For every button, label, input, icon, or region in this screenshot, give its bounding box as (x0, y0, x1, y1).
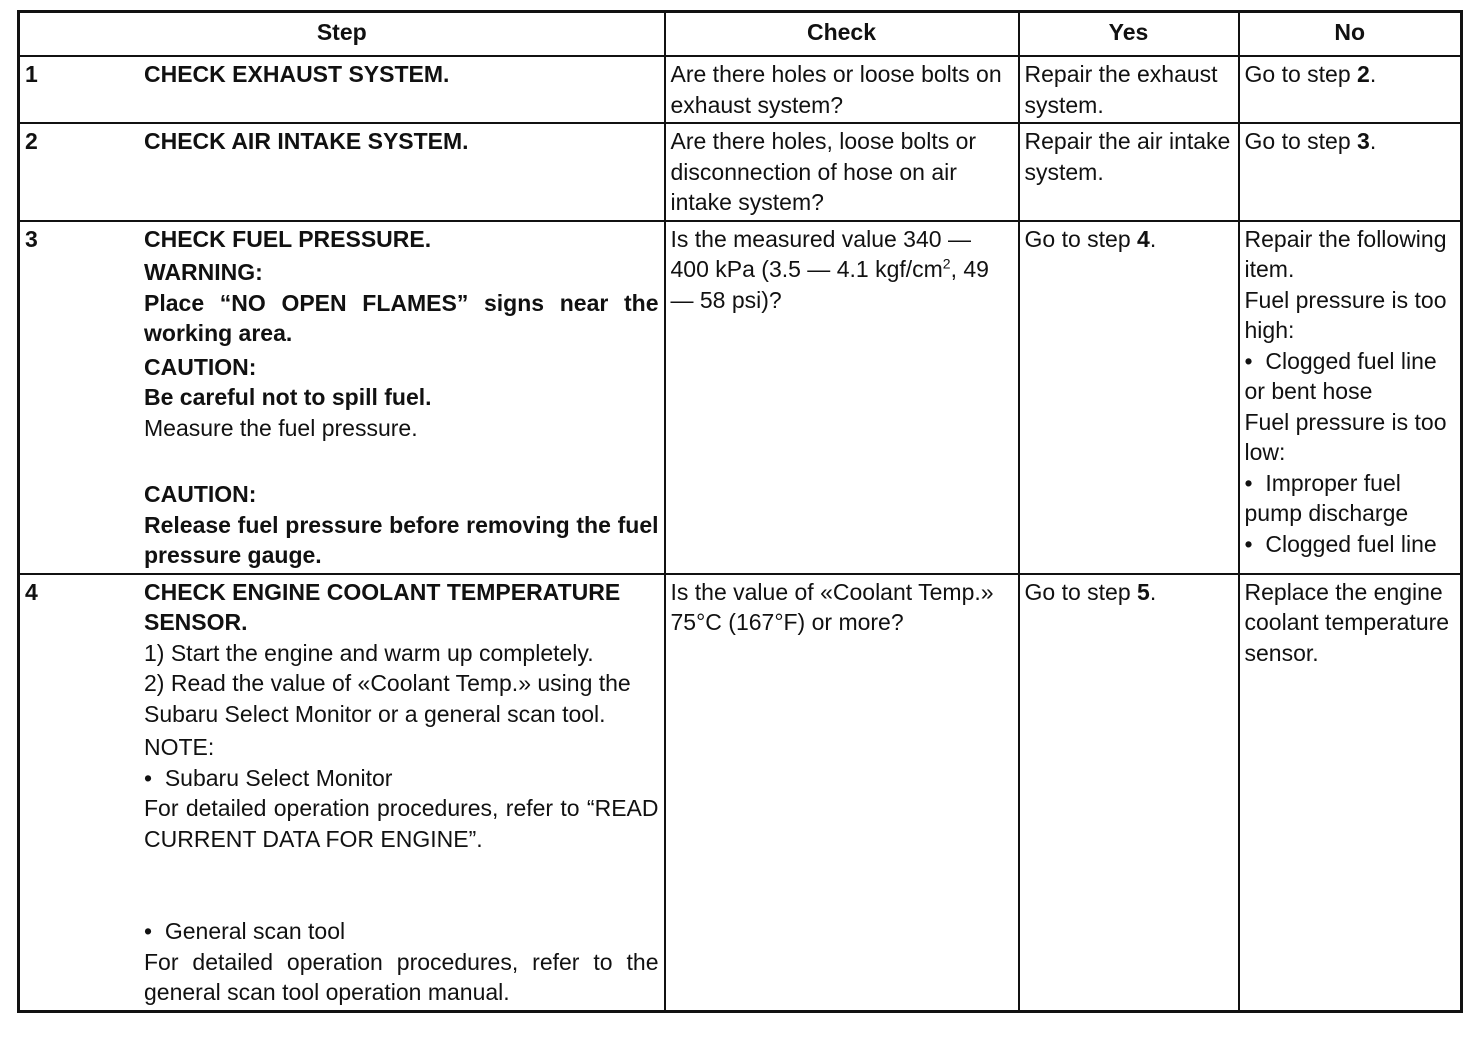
step-title: CHECK ENGINE COOLANT TEMPERATURE SENSOR. (144, 578, 621, 635)
step-title: CHECK AIR INTAKE SYSTEM. (144, 128, 469, 154)
check-cell: Are there holes or loose bolts on exhaust system? (665, 56, 1019, 123)
bullet-item: • General scan tool (144, 916, 659, 947)
bullet-item: • Clogged fuel line or bent hose (1245, 346, 1456, 407)
check-cell: Is the value of «Coolant Temp.» 75°C (167°F) or more? (665, 574, 1019, 1012)
yes-cell (1019, 574, 1239, 1012)
caution-text: Be careful not to spill fuel. (144, 384, 432, 410)
note-text: For detailed operation procedures, refer to the general scan tool operation manual. (144, 948, 659, 1005)
table-row (19, 123, 1462, 221)
goto-step: 5 (1137, 578, 1150, 605)
no-intro: Repair the following item. (1244, 225, 1447, 282)
instruction-text: Measure the fuel pressure. (144, 414, 418, 441)
superscript: 2 (942, 255, 951, 272)
no-high-label: Fuel pressure is too high: (1244, 286, 1447, 343)
warning-text: Place “NO OPEN FLAMES” signs near the working area. (144, 289, 659, 346)
yes-cell: Repair the exhaust system. (1019, 56, 1239, 123)
goto-step: 3 (1357, 128, 1370, 154)
note-text: For detailed operation procedures, refer to “READ CURRENT DATA FOR ENGINE”. (144, 795, 659, 852)
bullet-item: • Clogged fuel line (1245, 529, 1456, 560)
goto-suffix: . (1369, 128, 1377, 154)
caution-label: CAUTION: (144, 481, 257, 507)
step-number: 3 (25, 225, 38, 252)
goto-suffix: . (1149, 578, 1157, 605)
note-label: NOTE: (144, 734, 215, 760)
step-cell (19, 574, 665, 1012)
goto-text: Go to step (1244, 128, 1358, 154)
table-row (19, 221, 1462, 574)
header-no: No (1239, 12, 1462, 57)
header-check: Check (665, 12, 1019, 57)
goto-step: 4 (1137, 225, 1150, 252)
no-low-label: Fuel pressure is too low: (1244, 408, 1447, 465)
no-cell (1239, 56, 1462, 123)
table-row (19, 574, 1462, 1012)
header-step: Step (19, 12, 665, 57)
no-cell (1239, 123, 1462, 221)
goto-suffix: . (1149, 225, 1157, 252)
step-cell (19, 56, 665, 123)
step-number: 1 (25, 61, 38, 87)
step-cell (19, 221, 665, 574)
step-number: 2 (25, 128, 38, 154)
no-cell (1239, 221, 1462, 574)
yes-cell: Repair the air intake system. (1019, 123, 1239, 221)
goto-suffix: . (1369, 61, 1377, 87)
header-yes: Yes (1019, 12, 1239, 57)
step-title: CHECK EXHAUST SYSTEM. (144, 61, 450, 87)
table-row (19, 56, 1462, 123)
goto-step: 2 (1357, 61, 1370, 87)
yes-cell (1019, 221, 1239, 574)
goto-text: Go to step (1024, 578, 1138, 605)
diagnostic-table (17, 10, 1463, 1013)
caution-text: Release fuel pressure before removing the fuel pressure gauge. (144, 511, 659, 568)
caution-label: CAUTION: (144, 353, 257, 380)
bullet-item: • Improper fuel pump discharge (1245, 468, 1456, 529)
goto-text: Go to step (1244, 61, 1358, 87)
procedure-step: 1) Start the engine and warm up completely. (144, 639, 594, 666)
warning-label: WARNING: (144, 259, 263, 285)
step-number: 4 (25, 578, 38, 605)
check-cell: Are there holes, loose bolts or disconnection of hose on air intake system? (665, 123, 1019, 221)
no-cell: Replace the engine coolant temperature sensor. (1239, 574, 1462, 1012)
step-title: CHECK FUEL PRESSURE. (144, 225, 432, 252)
step-cell (19, 123, 665, 221)
header-row (19, 12, 1462, 57)
goto-text: Go to step (1024, 225, 1138, 252)
check-text-end: , 49 — 58 psi)? (670, 256, 989, 313)
check-cell (665, 221, 1019, 574)
procedure-step: 2) Read the value of «Coolant Temp.» using the Subaru Select Monitor or a general scan tool. (144, 670, 631, 727)
check-text: Is the measured value 340 — 400 kPa (3.5 — 4.1 kgf/cm (670, 225, 971, 282)
bullet-item: • Subaru Select Monitor (144, 763, 659, 794)
